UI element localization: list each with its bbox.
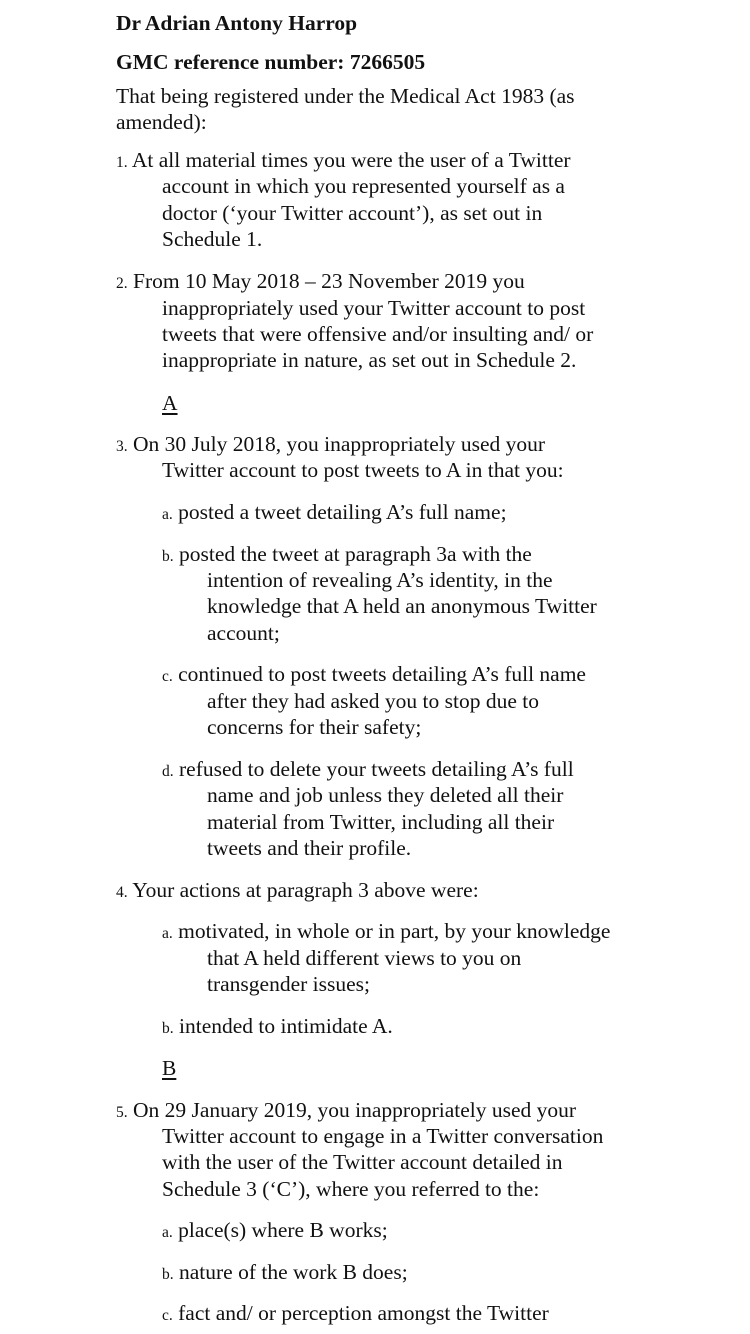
section-heading-b: B — [162, 1056, 177, 1080]
paragraph-text: motivated, in whole or in part, by your knowledge — [178, 919, 611, 943]
paragraph-text: posted the tweet at paragraph 3a with the — [179, 542, 532, 566]
doctor-name: Dr Adrian Antony Harrop — [116, 11, 358, 35]
section-heading-a: A — [162, 391, 178, 415]
subparagraph-letter: a. — [162, 925, 173, 942]
paragraph-text: Twitter account to post tweets to A in that you: — [162, 458, 564, 482]
paragraph-text: Twitter account to engage in a Twitter conversation — [162, 1124, 604, 1148]
subparagraph-letter: d. — [162, 763, 174, 780]
paragraph-text: with the user of the Twitter account detailed in — [162, 1150, 563, 1174]
paragraph-text: continued to post tweets detailing A’s full name — [178, 662, 586, 686]
subparagraph-letter: c. — [162, 668, 173, 685]
paragraph-text: At all material times you were the user of a Twitter — [131, 148, 571, 172]
paragraph-text: doctor (‘your Twitter account’), as set out in — [162, 201, 543, 225]
paragraph-text: that A held different views to you on — [207, 946, 522, 970]
paragraph-text: after they had asked you to stop due to — [207, 689, 539, 713]
preamble-line: That being registered under the Medical Act 1983 (as — [116, 84, 575, 108]
subparagraph-letter: c. — [162, 1307, 173, 1324]
paragraph-text: posted a tweet detailing A’s full name; — [178, 500, 507, 524]
paragraph-text: intended to intimidate A. — [179, 1014, 393, 1038]
preamble-line: amended): — [116, 110, 207, 134]
paragraph-text: tweets and their profile. — [207, 836, 412, 860]
paragraph-text: inappropriate in nature, as set out in Schedule 2. — [162, 348, 577, 372]
paragraph-text: transgender issues; — [207, 972, 371, 996]
paragraph-text: concerns for their safety; — [207, 715, 422, 739]
paragraph-text: name and job unless they deleted all their — [207, 783, 564, 807]
paragraph-text: Schedule 3 (‘C’), where you referred to the: — [162, 1177, 540, 1201]
paragraph-text: refused to delete your tweets detailing A’s full — [179, 757, 574, 781]
subparagraph-letter: a. — [162, 506, 173, 523]
paragraph-text: place(s) where B works; — [178, 1218, 388, 1242]
paragraph-text: tweets that were offensive and/or insulting and/ or — [162, 322, 594, 346]
paragraph-number: 5. — [116, 1104, 128, 1121]
paragraph-text: material from Twitter, including all their — [207, 810, 555, 834]
paragraph-text: account; — [207, 621, 280, 645]
paragraph-text: Your actions at paragraph 3 above were: — [132, 878, 479, 902]
paragraph-text: intention of revealing A’s identity, in the — [207, 568, 553, 592]
paragraph-text: On 29 January 2019, you inappropriately used your — [133, 1098, 577, 1122]
paragraph-text: knowledge that A held an anonymous Twitter — [207, 594, 597, 618]
paragraph-text: From 10 May 2018 – 23 November 2019 you — [133, 269, 525, 293]
subparagraph-letter: b. — [162, 1266, 174, 1283]
paragraph-text: inappropriately used your Twitter account to post — [162, 296, 586, 320]
paragraph-text: fact and/ or perception amongst the Twitter — [178, 1301, 549, 1325]
paragraph-number: 2. — [116, 275, 128, 292]
gmc-reference: GMC reference number: 7266505 — [116, 50, 426, 74]
subparagraph-letter: b. — [162, 1020, 174, 1037]
subparagraph-letter: b. — [162, 548, 174, 565]
paragraph-text: account in which you represented yourself as a — [162, 174, 565, 198]
paragraph-text: Schedule 1. — [162, 227, 263, 251]
paragraph-number: 3. — [116, 438, 128, 455]
subparagraph-letter: a. — [162, 1224, 173, 1241]
paragraph-text: nature of the work B does; — [179, 1260, 408, 1284]
paragraph-number: 1. — [116, 154, 128, 171]
paragraph-text: On 30 July 2018, you inappropriately used your — [133, 432, 546, 456]
paragraph-number: 4. — [116, 884, 128, 901]
